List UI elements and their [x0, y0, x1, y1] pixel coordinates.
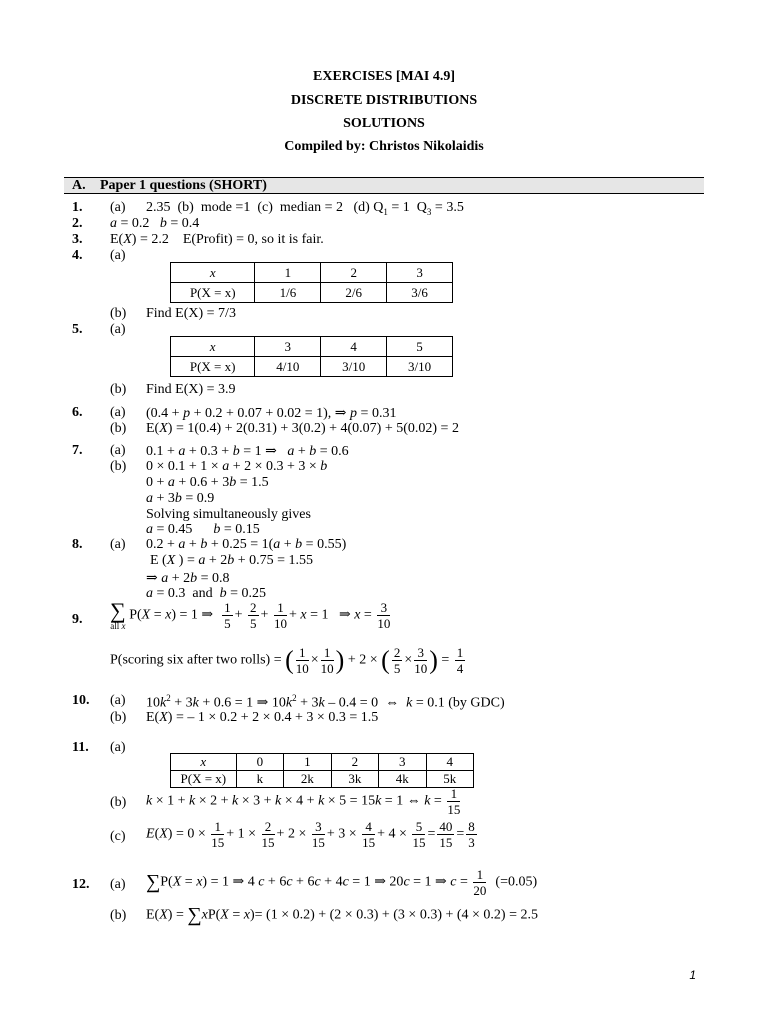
answer-line: E(X) = 2.2 E(Profit) = 0, so it is fair. — [110, 232, 324, 247]
part-label: (a) — [110, 200, 126, 215]
answer-line: Find E(X) = 7/3 — [146, 306, 236, 321]
part-label: (c) — [110, 829, 126, 844]
table-cell: 3/10 — [387, 357, 453, 377]
table-cell: 3/10 — [321, 357, 387, 377]
answer-line: a = 0.3 and b = 0.25 — [146, 586, 267, 601]
title-line-3: SOLUTIONS — [343, 116, 425, 131]
part-label: (a) — [110, 740, 126, 755]
answer-line: 2.35 (b) mode =1 (c) median = 2 (d) $Q_1 = 1$ $Q_3 = 3.5$ — [146, 200, 464, 217]
question-number: 9. — [72, 612, 83, 627]
part-label: (a) — [110, 443, 126, 458]
part-label: (b) — [110, 795, 127, 810]
part-label: (a) — [110, 405, 126, 420]
table-header-p: P(X = x) — [171, 283, 255, 303]
table-cell: 5k — [426, 771, 473, 788]
question-number: 10. — [72, 693, 90, 708]
table-header-x: x — [171, 337, 255, 357]
answer-line: 0.1 + a + 0.3 + b = 1 ⇒ a + b = 0.6 — [146, 444, 349, 459]
table-header-p: P(X = x) — [171, 357, 255, 377]
answer-line: P(scoring six after two rolls) = ( $\frac{1}{10}$ × $\frac{1}{10}$ ) + 2 × ( $\frac{2}{5}$ × $\frac{3}{10}$ ) = $\frac{1}{4}$ — [110, 645, 464, 676]
scoring-label: P(scoring six after two rolls) = — [110, 652, 282, 668]
part-label: (b) — [110, 908, 127, 923]
part-label: (a) — [110, 693, 126, 708]
answer-line: k × 1 + k × 2 + k × 3 + k × 4 + k × 5 = 15k = 1 ⇔ k = $\frac{1}{15}$ — [146, 786, 461, 817]
title-line-1: EXERCISES [MAI 4.9] — [313, 69, 455, 84]
question-number: 2. — [72, 216, 83, 231]
table-header-x: x — [171, 754, 237, 771]
question-number: 12. — [72, 877, 90, 892]
part-label: (a) — [110, 537, 126, 552]
answer-line: ∑P(X = x) = 1 ⇒ 4 c + 6c + 6c + 4c = 1 ⇒ 20c = 1 ⇒ c = $\frac{1}{20}$ (=0.05) — [146, 867, 538, 898]
section-letter: A. — [72, 178, 86, 193]
part-label: (b) — [110, 421, 127, 436]
answer-line: a = 0.2 b = 0.4 — [110, 216, 200, 231]
question-number: 8. — [72, 537, 83, 552]
part-label: (b) — [110, 710, 127, 725]
table-cell: 5 — [387, 337, 453, 357]
answer-line: ∑ all x P(X = x) = 1 ⇒ $\frac{1}{5}$ + $\frac{2}{5}$ + $\frac{1}{10}$ + x = 1 ⇒ x = $\frac{3}{10}$ — [110, 598, 391, 631]
title-line-2: DISCRETE DISTRIBUTIONS — [290, 93, 478, 108]
table-cell: 2/6 — [321, 283, 387, 303]
table-cell: 4 — [426, 754, 473, 771]
page-number: 1 — [689, 968, 696, 982]
answer-line: E(X) = – 1 × 0.2 + 2 × 0.4 + 3 × 0.3 = 1.5 — [146, 710, 379, 725]
table-cell: 2 — [321, 263, 387, 283]
table-cell: 2k — [284, 771, 331, 788]
part-label: (b) — [110, 459, 127, 474]
table-header-x: x — [171, 263, 255, 283]
answer-line: a = 0.45 b = 0.15 — [146, 522, 260, 537]
table-cell: 3 — [379, 754, 426, 771]
answer-line: 0 + a + 0.6 + 3b = 1.5 — [146, 475, 269, 490]
table-cell: 3/6 — [387, 283, 453, 303]
answer-line: E (X ) = a + 2b + 0.75 = 1.55 — [150, 553, 314, 568]
answer-line: a + 3b = 0.9 — [146, 491, 215, 506]
author-line: Compiled by: Christos Nikolaidis — [284, 139, 484, 154]
answer-line: ⇒ a + 2b = 0.8 — [146, 571, 230, 586]
table-cell: 3 — [387, 263, 453, 283]
answer-line: E(X) = ∑xP(X = x)= (1 × 0.2) + (2 × 0.3) + (3 × 0.3) + (4 × 0.2) = 2.5 — [146, 904, 538, 926]
section-header — [64, 177, 704, 194]
table-cell: 1 — [255, 263, 321, 283]
answer-line: 0 × 0.1 + 1 × a + 2 × 0.3 + 3 × b — [146, 459, 328, 474]
table-cell: 4 — [321, 337, 387, 357]
distribution-table — [170, 262, 453, 303]
part-label: (b) — [110, 306, 127, 321]
section-title: Paper 1 questions (SHORT) — [100, 178, 267, 193]
question-number: 6. — [72, 405, 83, 420]
question-number: 3. — [72, 232, 83, 247]
answer-line: E(X) = 0 × $\frac{1}{15}$ + 1 × $\frac{2}{15}$ + 2 × $\frac{3}{15}$ + 3 × $\frac{4}{15}$ + 4 × $\frac{5}{15}$ = $\frac{40}{15}$ = $\frac{8}{3}$ — [146, 819, 475, 850]
table-header-p: P(X = x) — [171, 771, 237, 788]
part-label: (a) — [110, 322, 126, 337]
part-label: (a) — [110, 248, 126, 263]
question-number: 7. — [72, 443, 83, 458]
table-cell: 3k — [331, 771, 378, 788]
table-cell: 3 — [255, 337, 321, 357]
question-number: 5. — [72, 322, 83, 337]
distribution-table — [170, 753, 474, 788]
question-number: 1. — [72, 200, 83, 215]
question-number: 4. — [72, 248, 83, 263]
answer-line: $10k^2 + 3k + 0.6 = 1$ ⇒ $10k^2 + 3k - 0.4 = 0$ ⇔ k = 0.1 (by GDC) — [146, 693, 505, 711]
table-cell: 2 — [331, 754, 378, 771]
question-number: 11. — [72, 740, 89, 755]
table-cell: k — [236, 771, 283, 788]
part-label: (a) — [110, 877, 126, 892]
distribution-table — [170, 336, 453, 377]
answer-line: Solving simultaneously gives — [146, 507, 311, 522]
answer-line: Find E(X) = 3.9 — [146, 382, 236, 397]
table-cell: 1/6 — [255, 283, 321, 303]
answer-line: 0.2 + a + b + 0.25 = 1(a + b = 0.55) — [146, 537, 347, 552]
table-cell: 0 — [236, 754, 283, 771]
table-cell: 4/10 — [255, 357, 321, 377]
answer-line: E(X) = 1(0.4) + 2(0.31) + 3(0.2) + 4(0.07) + 5(0.02) = 2 — [146, 421, 459, 436]
table-cell: 1 — [284, 754, 331, 771]
table-cell: 4k — [379, 771, 426, 788]
answer-line: (0.4 + p + 0.2 + 0.07 + 0.02 = 1), ⇒ p = 0.31 — [146, 406, 397, 421]
part-label: (b) — [110, 382, 127, 397]
